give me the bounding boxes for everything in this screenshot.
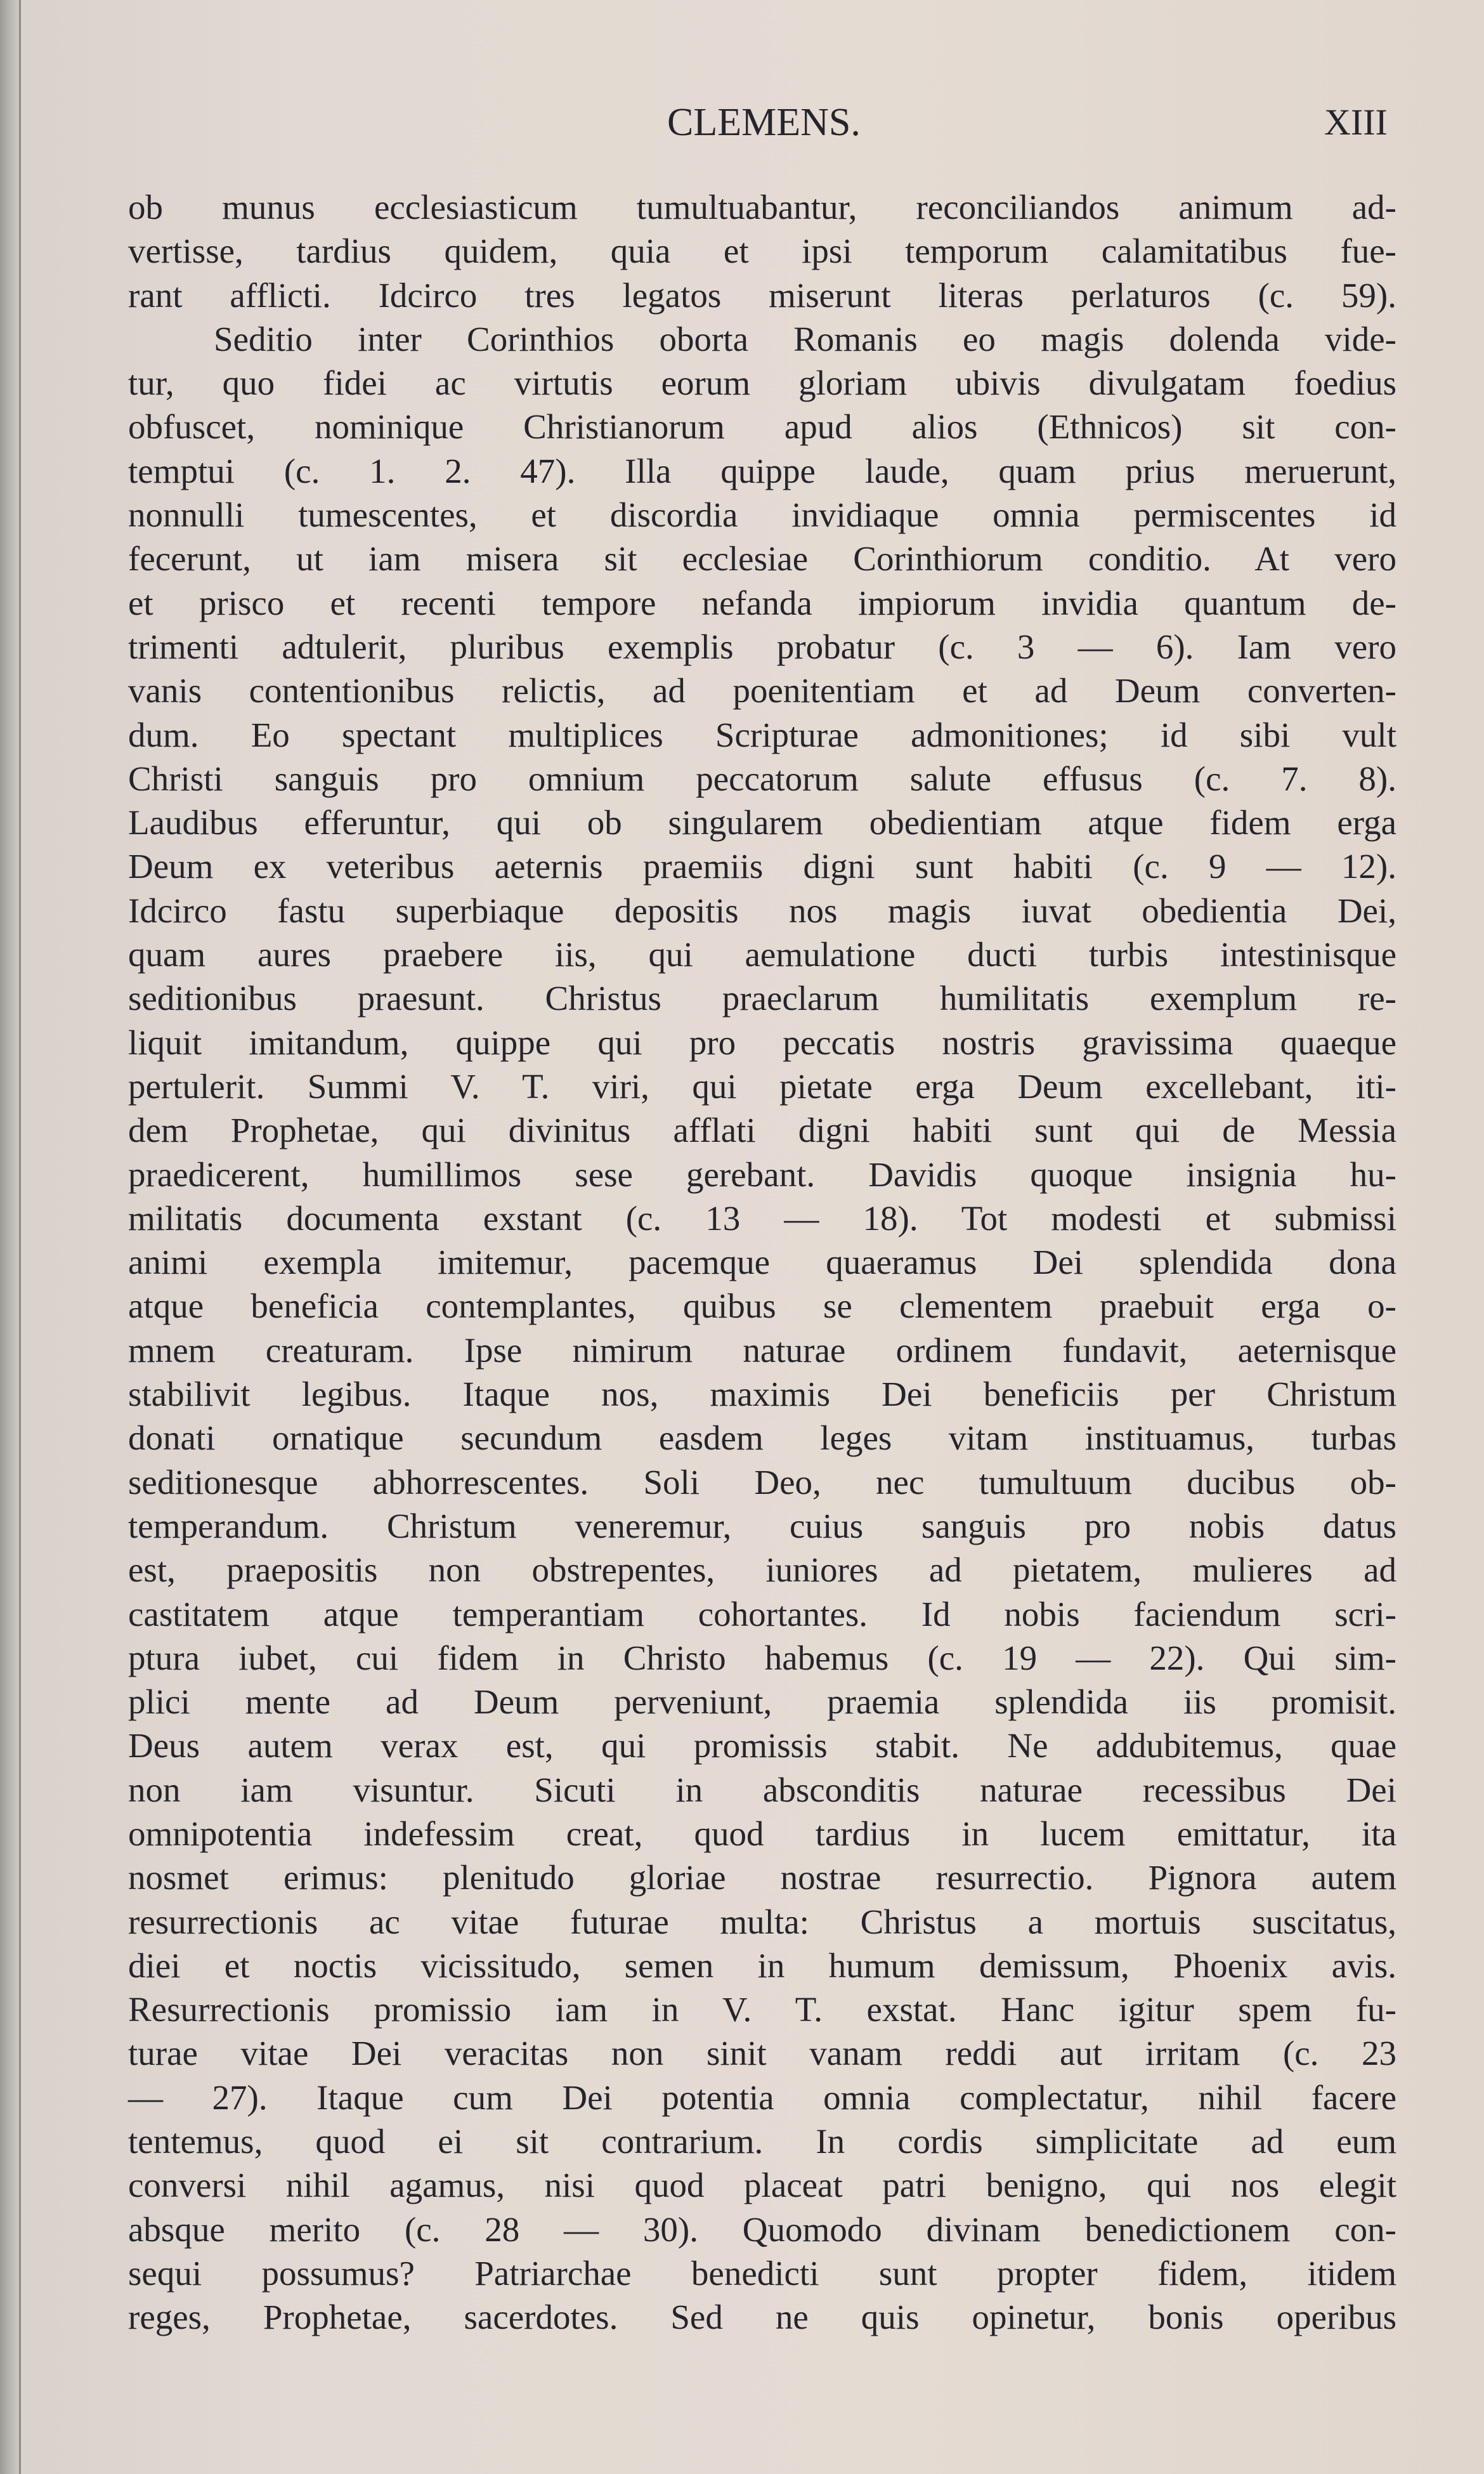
page-number: XIII: [1324, 101, 1388, 143]
text-line: donati ornatique secundum easdem leges vitam instituamus, turbas: [128, 1418, 1396, 1458]
text-line: castitatem atque temperantiam cohortantes. Id nobis faciendum scri-: [128, 1594, 1396, 1633]
text-line: seditionibus praesunt. Christus praeclarum humilitatis exemplum re-: [128, 979, 1396, 1018]
text-line: atque beneficia contemplantes, quibus se clementem praebuit erga o-: [128, 1286, 1396, 1326]
text-line: Deus autem verax est, qui promissis stabit. Ne addubitemus, quae: [128, 1726, 1396, 1765]
text-line: tentemus, quod ei sit contrarium. In cordis simplicitate ad eum: [128, 2122, 1396, 2161]
text-line: mnem creaturam. Ipse nimirum naturae ordinem fundavit, aeternisque: [128, 1330, 1396, 1370]
text-line: conversi nihil agamus, nisi quod placeat patri benigno, qui nos elegit: [128, 2166, 1396, 2205]
text-line: Resurrectionis promissio iam in V. T. exstat. Hanc igitur spem fu-: [128, 1990, 1396, 2029]
text-line: nosmet erimus: plenitudo gloriae nostrae resurrectio. Pignora autem: [128, 1858, 1396, 1897]
text-line: resurrectionis ac vitae futurae multa: Christus a mortuis suscitatus,: [128, 1902, 1396, 1941]
text-line: Christi sanguis pro omnium peccatorum salute effusus (c. 7. 8).: [128, 759, 1396, 798]
text-line: dum. Eo spectant multiplices Scripturae admonitiones; id sibi vult: [128, 715, 1396, 754]
text-line: seditionesque abhorrescentes. Soli Deo, nec tumultuum ducibus ob-: [128, 1462, 1396, 1502]
text-line: quam aures praebere iis, qui aemulatione ducti turbis intestinisque: [128, 935, 1396, 974]
text-line: liquit imitandum, quippe qui pro peccatis nostris gravissima quaeque: [128, 1023, 1396, 1062]
text-line: — 27). Itaque cum Dei potentia omnia complectatur, nihil facere: [128, 2078, 1396, 2117]
text-line: rant afflicti. Idcirco tres legatos miserunt literas perlaturos (c. 59).: [128, 275, 1396, 315]
text-line: non iam visuntur. Sicuti in absconditis naturae recessibus Dei: [128, 1770, 1396, 1809]
text-line: plici mente ad Deum perveniunt, praemia splendida iis promisit.: [128, 1682, 1396, 1722]
text-line: absque merito (c. 28 — 30). Quomodo divinam benedictionem con-: [128, 2209, 1396, 2249]
text-line: ob munus ecclesiasticum tumultuabantur, reconciliandos animum ad-: [128, 188, 1396, 226]
text-line: vanis contentionibus relictis, ad poenitentiam et ad Deum converten-: [128, 671, 1396, 710]
body-text: [128, 185, 1396, 2340]
text-line: turae vitae Dei veracitas non sinit vanam reddi aut irritam (c. 23: [128, 2034, 1396, 2073]
text-line: stabilivit legibus. Itaque nos, maximis Dei beneficiis per Christum: [128, 1375, 1396, 1414]
text-line: Laudibus efferuntur, qui ob singularem obedientiam atque fidem erga: [128, 803, 1396, 842]
text-line: vertisse, tardius quidem, quia et ipsi temporum calamitatibus fue-: [128, 232, 1396, 271]
book-binding-edge: [0, 0, 21, 2474]
text-line: diei et noctis vicissitudo, semen in humum demissum, Phoenix avis.: [128, 1946, 1396, 1985]
text-line: ptura iubet, cui fidem in Christo habemus (c. 19 — 22). Qui sim-: [128, 1638, 1396, 1677]
text-line: Idcirco fastu superbiaque depositis nos magis iuvat obedientia Dei,: [128, 891, 1396, 930]
text-line: Deum ex veteribus aeternis praemiis digni sunt habiti (c. 9 — 12).: [128, 847, 1396, 886]
text-line: trimenti adtulerit, pluribus exemplis probatur (c. 3 — 6). Iam vero: [128, 627, 1396, 666]
text-line: tur, quo fidei ac virtutis eorum gloriam ubivis divulgatam foedius: [128, 363, 1396, 403]
text-line: animi exempla imitemur, pacemque quaeramus Dei splendida dona: [128, 1243, 1396, 1282]
running-head-title: CLEMENS.: [667, 101, 861, 144]
text-line: temperandum. Christum veneremur, cuius sanguis pro nobis datus: [128, 1506, 1396, 1545]
text-line: reges, Prophetae, sacerdotes. Sed ne quis opinetur, bonis operibus: [128, 2298, 1396, 2337]
text-line: militatis documenta exstant (c. 13 — 18). Tot modesti et submissi: [128, 1198, 1396, 1238]
text-line: dem Prophetae, qui divinitus afflati digni habiti sunt qui de Messia: [128, 1111, 1396, 1150]
text-line: praedicerent, humillimos sese gerebant. Davidis quoque insignia hu-: [128, 1155, 1396, 1194]
text-line: est, praepositis non obstrepentes, iuniores ad pietatem, mulieres ad: [128, 1550, 1396, 1590]
text-line: omnipotentia indefessim creat, quod tardius in lucem emittatur, ita: [128, 1814, 1396, 1853]
text-line: sequi possumus? Patriarchae benedicti sunt propter fidem, itidem: [128, 2253, 1396, 2293]
text-line: nonnulli tumescentes, et discordia invidiaque omnia permiscentes id: [128, 495, 1396, 535]
text-line: Seditio inter Corinthios oborta Romanis eo magis dolenda vide-: [214, 319, 1396, 358]
text-line: pertulerit. Summi V. T. viri, qui pietate erga Deum excellebant, iti-: [128, 1066, 1396, 1106]
text-line: fecerunt, ut iam misera sit ecclesiae Corinthiorum conditio. At vero: [128, 539, 1396, 579]
text-line: temptui (c. 1. 2. 47). Illa quippe laude, quam prius meruerunt,: [128, 451, 1396, 490]
text-line: et prisco et recenti tempore nefanda impiorum invidia quantum de-: [128, 583, 1396, 622]
text-line: obfuscet, nominique Christianorum apud alios (Ethnicos) sit con-: [128, 407, 1396, 447]
